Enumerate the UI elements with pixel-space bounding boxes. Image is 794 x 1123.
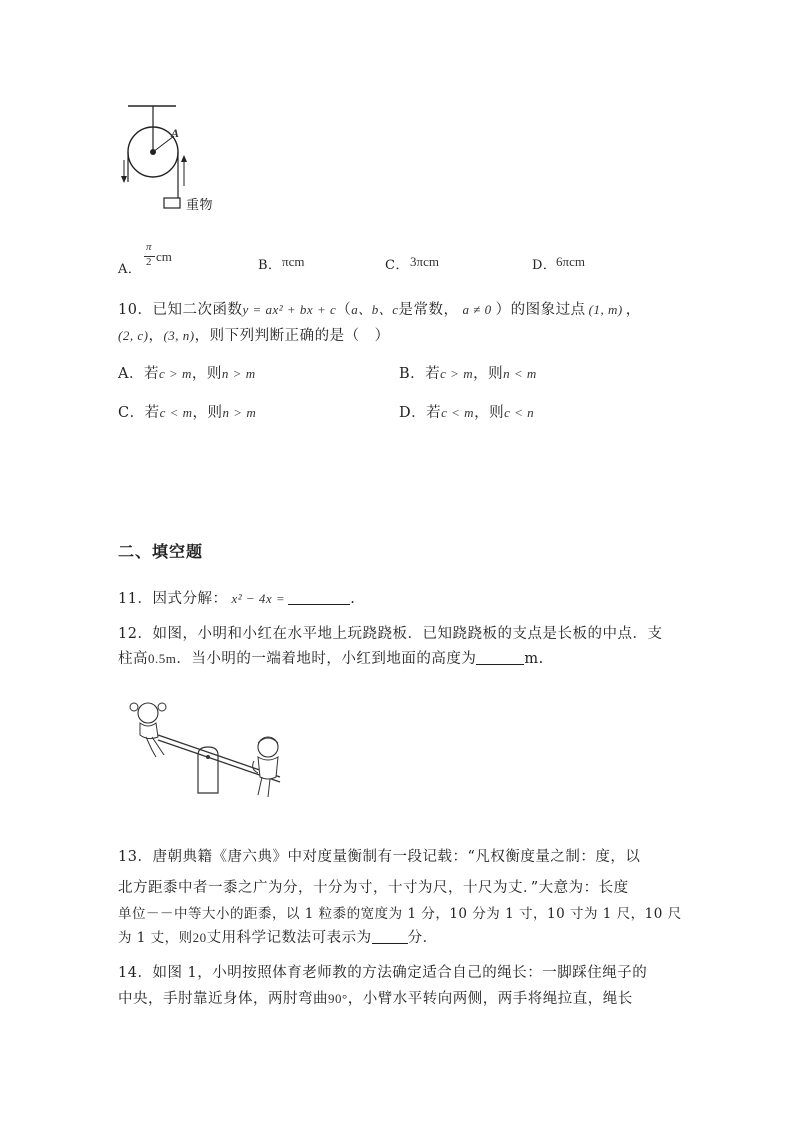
q9-option-d-letter: D． — [532, 258, 557, 273]
option-text: ，则 — [473, 366, 504, 382]
q10-text: ， — [625, 302, 641, 318]
q14-text: 如图 1，小明按照体育老师教的方法确定适合自己的绳长：一脚踩住绳子的 — [152, 965, 648, 981]
option-text: 若 — [143, 366, 159, 382]
q10-text: ， — [148, 328, 164, 344]
q9-option-c-letter: C． — [385, 258, 409, 273]
q10-text: ）的图象过点 — [495, 302, 586, 318]
q10-option-a — [118, 362, 256, 383]
q13-value: 20 — [192, 930, 207, 945]
option-text: ，则 — [474, 405, 505, 421]
option-result: n < m — [503, 366, 537, 381]
q13-text: 中对度量衡制有一段记载：“凡权衡度量之制：度，以 — [287, 849, 641, 865]
q13-number: 13． — [118, 849, 153, 865]
q13-text: 分． — [407, 930, 438, 946]
q13-text: 丈用科学记数法可表示为 — [206, 930, 372, 946]
q11-number: 11． — [118, 591, 153, 607]
q12-unit: m. — [524, 651, 544, 667]
q9-option-c-value: 3πcm — [410, 254, 439, 269]
q9-option-a-unit: cm — [156, 249, 172, 264]
q13-line3: 单位－－中等大小的距黍，以 1 粒黍的宽度为 1 分，10 分为 1 寸，10 寸为 1 尺，10 尺 — [118, 906, 682, 922]
q14-number: 14． — [118, 965, 153, 981]
point-a-label: A — [171, 126, 180, 140]
option-letter: C． — [118, 405, 145, 421]
q9-option-a-denominator: 2 — [146, 256, 152, 268]
q12-height-value: 0.5m — [148, 651, 177, 666]
q10-text: （ — [336, 302, 352, 318]
q14-angle: 90° — [328, 991, 348, 1006]
q13-line1 — [118, 845, 640, 866]
q12-line1 — [118, 622, 662, 643]
q10-option-b — [399, 362, 537, 383]
q9-option-a-numerator: π — [146, 241, 152, 253]
q12-text: 如图，小明和小红在水平地上玩跷跷板．已知跷跷板的支点是长板的中点．支 — [152, 626, 663, 642]
q14-line2 — [118, 987, 633, 1008]
option-condition: c > m — [158, 366, 192, 381]
q12-text: 柱高 — [118, 651, 148, 667]
q9-option-b-letter: B． — [258, 258, 282, 273]
q10-condition: a ≠ 0 — [462, 302, 492, 317]
q10-function: y = ax² + bx + c — [242, 302, 337, 317]
option-letter: A． — [118, 366, 144, 382]
option-letter: D． — [399, 405, 427, 421]
q14-text: ，小臂水平转向两侧，两手将绳拉直，绳长 — [347, 991, 633, 1007]
q11-end: . — [350, 591, 356, 607]
option-text: 若 — [426, 405, 442, 421]
q10-option-c — [118, 401, 256, 422]
seesaw-figure — [118, 695, 288, 805]
q10-option-d — [399, 401, 534, 422]
q10-line2 — [118, 324, 390, 345]
option-text: ，则 — [191, 366, 222, 382]
q12-text: ．当小明的一端着地时，小红到地面的高度为 — [176, 651, 477, 667]
q13-answer-blank[interactable] — [372, 929, 408, 944]
option-condition: c < m — [159, 405, 193, 420]
q14-line1 — [118, 961, 647, 982]
q11-expression: x² − 4x = — [231, 591, 286, 606]
question-11 — [118, 587, 355, 608]
q10-text: 是常数， — [398, 302, 459, 318]
q9-option-d-value: 6πcm — [556, 254, 585, 269]
section-2-heading: 二、填空题 — [118, 542, 204, 561]
weight-label: 重物 — [186, 198, 214, 213]
q12-line2 — [118, 647, 544, 668]
q11-answer-blank[interactable] — [288, 590, 350, 605]
q10-point-3: (3, n) — [163, 328, 195, 343]
q13-line2: 北方距黍中者一黍之广为分，十分为寸，十寸为尺，十尺为丈．”大意为：长度 — [118, 880, 629, 896]
q13-line4 — [118, 926, 438, 947]
q10-point-2: (2, c) — [118, 328, 149, 343]
q10-line1 — [118, 298, 641, 319]
option-result: n > m — [222, 405, 257, 420]
q9-option-b-value: πcm — [282, 254, 305, 269]
q13-text: 唐朝典籍 — [152, 849, 213, 865]
q14-text: 中央，手肘靠近身体，两肘弯曲 — [118, 991, 328, 1007]
q13-book-title: 《唐六典》 — [212, 849, 288, 865]
q10-point-1: (1, m) — [588, 302, 623, 317]
q13-text: 为 1 丈，则 — [118, 930, 193, 946]
q10-text: ，则下列判断正确的是（ ） — [194, 328, 390, 344]
q10-constants: a、b、c — [351, 302, 399, 317]
option-text: ，则 — [192, 405, 223, 421]
option-condition: c < m — [441, 405, 475, 420]
q12-number: 12． — [118, 626, 153, 642]
option-result: c < n — [504, 405, 535, 420]
q10-number: 10． — [118, 302, 153, 318]
q9-option-a-letter: A． — [118, 262, 142, 277]
option-text: 若 — [144, 405, 160, 421]
option-text: 若 — [425, 366, 441, 382]
option-letter: B． — [399, 366, 426, 382]
q10-text: 已知二次函数 — [152, 302, 243, 318]
option-condition: c > m — [440, 366, 474, 381]
q12-answer-blank[interactable] — [476, 650, 524, 665]
option-result: n > m — [221, 366, 256, 381]
q11-text: 因式分解： — [152, 591, 228, 607]
